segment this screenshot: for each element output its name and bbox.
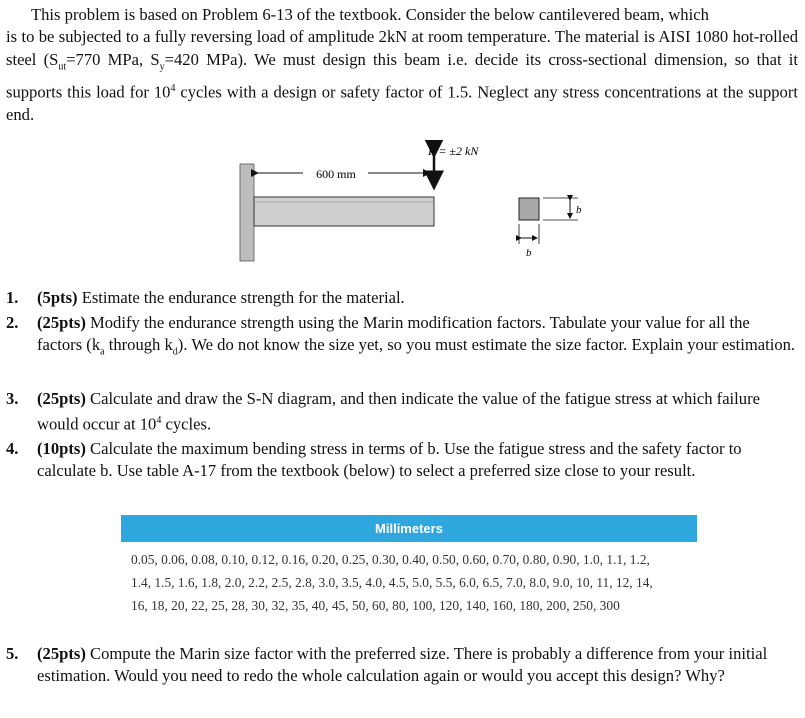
- question-5-number: 5.: [6, 644, 19, 663]
- question-3-text-a: Calculate and draw the S-N diagram, and then indicate the value of the fatigue stress at which failure would occur at 10: [37, 389, 760, 434]
- intro-line-3b: =770 MPa, S: [66, 49, 160, 69]
- intro-line-3c: =420 MPa). We must design this beam i.e. decide its cross-sectional: [164, 49, 647, 69]
- question-2-points: (25pts): [37, 313, 86, 332]
- question-2-text-b: through k: [104, 335, 173, 355]
- cross-section: [519, 198, 539, 220]
- question-4-text: Calculate the maximum bending stress in terms of b. Use the fatigue stress and the safety factor to calculate b. Use table A-17 from the textbook (below) to select a preferred size close to your result.: [37, 439, 742, 481]
- ka-subscript: a: [100, 346, 105, 358]
- table-row: 0.05, 0.06, 0.08, 0.10, 0.12, 0.16, 0.20, 0.25, 0.30, 0.40, 0.50, 0.60, 0.70, 0.80, 0.90, 1.0, 1.1, 1.2,: [131, 552, 650, 567]
- intro-line-2: is to be subjected to a fully reversing load of amplitude 2kN at room temperature. The material is AISI 1080: [6, 27, 729, 47]
- question-4-number: 4.: [6, 439, 19, 458]
- question-4-points: (10pts): [37, 439, 86, 458]
- question-2: [6, 312, 796, 364]
- question-2-text-c: ). We do not know the size yet, so you must estimate the size factor. Explain your estimation.: [177, 335, 796, 355]
- question-3-points: (25pts): [37, 389, 86, 408]
- question-3-text-b: cycles.: [161, 414, 212, 434]
- support-wall: [240, 164, 254, 261]
- side-b-label: b: [576, 204, 582, 216]
- question-3: [6, 388, 796, 436]
- table-row: 16, 18, 20, 22, 25, 28, 30, 32, 35, 40, 45, 50, 60, 80, 100, 120, 140, 160, 180, 200, 250, 300: [131, 598, 620, 613]
- sut-subscript: ut: [58, 60, 67, 72]
- kd-subscript: d: [172, 346, 178, 358]
- intro-line-3a: hot-rolled steel (S: [6, 27, 798, 69]
- problem-statement: [6, 4, 798, 126]
- intro-line-4a: dimension, so that it supports this load for 10: [6, 49, 799, 102]
- table-header: Millimeters: [121, 515, 697, 542]
- beam-diagram: [230, 140, 630, 280]
- sy-subscript: y: [159, 60, 165, 72]
- length-label: 600 mm: [316, 167, 356, 181]
- question-5-points: (25pts): [37, 644, 86, 663]
- intro-line-4b: cycles with a design or safety factor of 1.5. Neglect any stress: [175, 82, 600, 102]
- table-row: 1.4, 1.5, 1.6, 1.8, 2.0, 2.2, 2.5, 2.8, 3.0, 3.5, 4.0, 4.5, 5.0, 5.5, 6.0, 6.5, 7.0, 8.0, 9.0, 10, 11, 12, 14,: [131, 575, 653, 590]
- intro-line-1: This problem is based on Problem 6-13 of the textbook. Consider the below cantilevered beam, which: [31, 5, 709, 24]
- question-5: [6, 643, 796, 688]
- question-5-text: Compute the Marin size factor with the preferred size. There is probably a difference from your initial estimation. Would you need to redo the whole calculation again or would you accept this design? Why?: [37, 644, 768, 686]
- question-4: [6, 438, 796, 483]
- bottom-b-label: b: [526, 247, 532, 259]
- question-1-points: (5pts): [37, 288, 78, 307]
- question-2-number: 2.: [6, 313, 19, 332]
- question-1-number: 1.: [6, 288, 19, 307]
- preferred-sizes-table: [121, 515, 697, 617]
- force-label: F = ±2 kN: [428, 144, 479, 158]
- beam: [254, 197, 434, 226]
- question-3-exponent: 4: [156, 415, 162, 427]
- intro-line-5: concentrations at the support end.: [6, 82, 798, 125]
- cycles-exponent: 4: [170, 83, 176, 95]
- question-1: [6, 287, 796, 309]
- question-3-number: 3.: [6, 389, 19, 408]
- cantilever-beam-figure: [230, 140, 630, 280]
- question-1-text: Estimate the endurance strength for the material.: [77, 288, 405, 307]
- question-2-text-a: Modify the endurance strength using the Marin modification factors. Tabulate your value for all the factors (k: [37, 313, 750, 355]
